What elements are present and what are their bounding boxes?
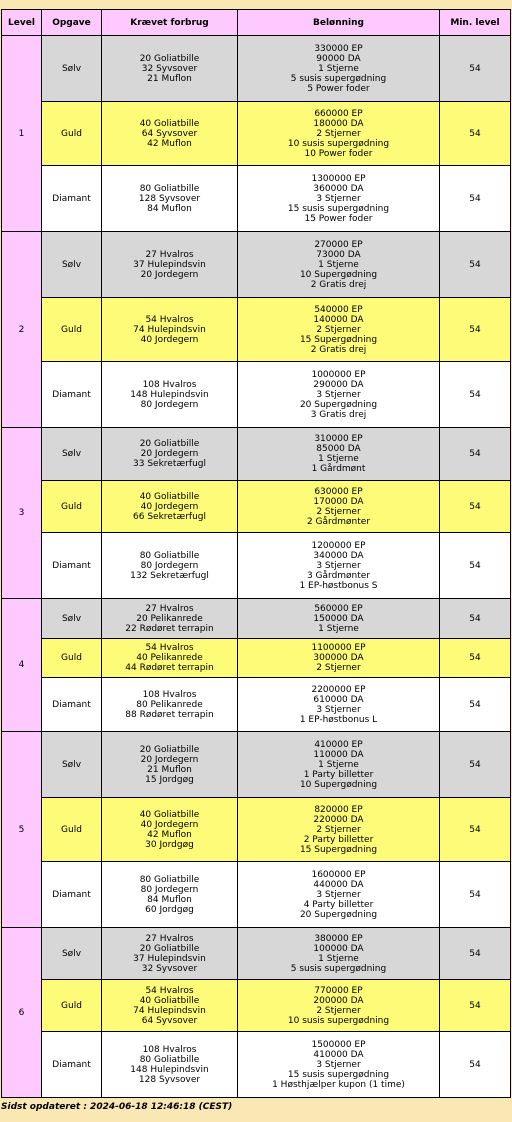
- cost-cell: 40 Goliatbille 40 Jordegern 42 Muflon 30 Jordgøg: [102, 798, 238, 862]
- min-level-cell: 54: [440, 362, 511, 428]
- task-cell: Sølv: [42, 928, 102, 980]
- table-row: [2, 481, 511, 533]
- min-level-cell: 54: [440, 639, 511, 678]
- cost-cell: 80 Goliatbille 80 Jordegern 84 Muflon 60 Jordgøg: [102, 862, 238, 928]
- min-level-cell: 54: [440, 102, 511, 166]
- task-cell: Sølv: [42, 36, 102, 102]
- task-cell: Sølv: [42, 428, 102, 481]
- level-cell: 4: [2, 599, 42, 732]
- table-row: [2, 980, 511, 1032]
- min-level-cell: 54: [440, 928, 511, 980]
- cost-cell: 54 Hvalros 40 Pelikanrede 44 Rødøret terrapin: [102, 639, 238, 678]
- min-level-cell: 54: [440, 533, 511, 599]
- table-row: [2, 36, 511, 102]
- task-cell: Diamant: [42, 362, 102, 428]
- cost-cell: 54 Hvalros 40 Goliatbille 74 Hulepindsvin 64 Syvsover: [102, 980, 238, 1032]
- table-row: [2, 166, 511, 232]
- min-level-cell: 54: [440, 732, 511, 798]
- reward-cell: 330000 EP 90000 DA 1 Stjerne 5 susis supergødning 5 Power foder: [238, 36, 440, 102]
- header-level: Level: [2, 10, 42, 36]
- level-cell: 6: [2, 928, 42, 1098]
- level-cell: 5: [2, 732, 42, 928]
- reward-cell: 630000 EP 170000 DA 2 Stjerner 2 Gårdmønter: [238, 481, 440, 533]
- level-cell: 1: [2, 36, 42, 232]
- reward-cell: 1600000 EP 440000 DA 3 Stjerner 4 Party billetter 20 Supergødning: [238, 862, 440, 928]
- reward-cell: 1200000 EP 340000 DA 3 Stjerner 3 Gårdmønter 1 EP-høstbonus S: [238, 533, 440, 599]
- cost-cell: 27 Hvalros 37 Hulepindsvin 20 Jordegern: [102, 232, 238, 298]
- min-level-cell: 54: [440, 599, 511, 639]
- reward-cell: 560000 EP 150000 DA 1 Stjerne: [238, 599, 440, 639]
- task-cell: Sølv: [42, 599, 102, 639]
- table-row: [2, 599, 511, 639]
- table-row: [2, 232, 511, 298]
- task-cell: Diamant: [42, 862, 102, 928]
- table-row: [2, 102, 511, 166]
- header-cost: Krævet forbrug: [102, 10, 238, 36]
- min-level-cell: 54: [440, 481, 511, 533]
- table-row: [2, 732, 511, 798]
- header-min-level: Min. level: [440, 10, 511, 36]
- header-row: [2, 10, 511, 36]
- min-level-cell: 54: [440, 678, 511, 732]
- table-row: [2, 428, 511, 481]
- cost-cell: 27 Hvalros 20 Pelikanrede 22 Rødøret terrapin: [102, 599, 238, 639]
- table-row: [2, 1032, 511, 1098]
- min-level-cell: 54: [440, 36, 511, 102]
- reward-cell: 1300000 EP 360000 DA 3 Stjerner 15 susis supergødning 15 Power foder: [238, 166, 440, 232]
- task-cell: Diamant: [42, 166, 102, 232]
- task-cell: Guld: [42, 481, 102, 533]
- table-row: [2, 533, 511, 599]
- min-level-cell: 54: [440, 166, 511, 232]
- min-level-cell: 54: [440, 980, 511, 1032]
- reward-cell: 310000 EP 85000 DA 1 Stjerne 1 Gårdmønt: [238, 428, 440, 481]
- cost-cell: 108 Hvalros 80 Goliatbille 148 Hulepindsvin 128 Syvsover: [102, 1032, 238, 1098]
- min-level-cell: 54: [440, 1032, 511, 1098]
- cost-cell: 20 Goliatbille 20 Jordegern 21 Muflon 15 Jordgøg: [102, 732, 238, 798]
- reward-cell: 270000 EP 73000 DA 1 Stjerne 10 Supergødning 2 Gratis drej: [238, 232, 440, 298]
- task-cell: Guld: [42, 798, 102, 862]
- task-cell: Sølv: [42, 232, 102, 298]
- table-row: [2, 639, 511, 678]
- task-cell: Diamant: [42, 1032, 102, 1098]
- table-row: [2, 298, 511, 362]
- task-cell: Diamant: [42, 678, 102, 732]
- reward-cell: 660000 EP 180000 DA 2 Stjerner 10 susis supergødning 10 Power foder: [238, 102, 440, 166]
- task-cell: Sølv: [42, 732, 102, 798]
- reward-cell: 820000 EP 220000 DA 2 Stjerner 2 Party billetter 15 Supergødning: [238, 798, 440, 862]
- task-cell: Guld: [42, 639, 102, 678]
- reward-cell: 380000 EP 100000 DA 1 Stjerne 5 susis supergødning: [238, 928, 440, 980]
- task-cell: Guld: [42, 102, 102, 166]
- min-level-cell: 54: [440, 798, 511, 862]
- cost-cell: 108 Hvalros 80 Pelikanrede 88 Rødøret terrapin: [102, 678, 238, 732]
- task-cell: Guld: [42, 298, 102, 362]
- cost-cell: 27 Hvalros 20 Goliatbille 37 Hulepindsvin 32 Syvsover: [102, 928, 238, 980]
- cost-cell: 80 Goliatbille 80 Jordegern 132 Sekretærfugl: [102, 533, 238, 599]
- table-row: [2, 798, 511, 862]
- last-updated: Sidst opdateret : 2024-06-18 12:46:18 (CEST): [1, 1102, 233, 1112]
- cost-cell: 80 Goliatbille 128 Syvsover 84 Muflon: [102, 166, 238, 232]
- header-reward: Belønning: [238, 10, 440, 36]
- reward-cell: 1000000 EP 290000 DA 3 Stjerner 20 Supergødning 3 Gratis drej: [238, 362, 440, 428]
- reward-cell: 410000 EP 110000 DA 1 Stjerne 1 Party billetter 10 Supergødning: [238, 732, 440, 798]
- reward-cell: 770000 EP 200000 DA 2 Stjerner 10 susis supergødning: [238, 980, 440, 1032]
- table-row: [2, 362, 511, 428]
- min-level-cell: 54: [440, 862, 511, 928]
- level-cell: 2: [2, 232, 42, 428]
- min-level-cell: 54: [440, 232, 511, 298]
- cost-cell: 108 Hvalros 148 Hulepindsvin 80 Jordegern: [102, 362, 238, 428]
- cost-cell: 20 Goliatbille 32 Syvsover 21 Muflon: [102, 36, 238, 102]
- rewards-table: [1, 9, 511, 1098]
- reward-cell: 1100000 EP 300000 DA 2 Stjerner: [238, 639, 440, 678]
- task-cell: Diamant: [42, 533, 102, 599]
- table-row: [2, 862, 511, 928]
- cost-cell: 20 Goliatbille 20 Jordegern 33 Sekretærfugl: [102, 428, 238, 481]
- reward-cell: 2200000 EP 610000 DA 3 Stjerner 1 EP-høstbonus L: [238, 678, 440, 732]
- header-task: Opgave: [42, 10, 102, 36]
- level-cell: 3: [2, 428, 42, 599]
- min-level-cell: 54: [440, 298, 511, 362]
- reward-cell: 540000 EP 140000 DA 2 Stjerner 15 Supergødning 2 Gratis drej: [238, 298, 440, 362]
- table-row: [2, 928, 511, 980]
- reward-cell: 1500000 EP 410000 DA 3 Stjerner 15 susis supergødning 1 Høsthjælper kupon (1 time): [238, 1032, 440, 1098]
- cost-cell: 40 Goliatbille 40 Jordegern 66 Sekretærfugl: [102, 481, 238, 533]
- cost-cell: 40 Goliatbille 64 Syvsover 42 Muflon: [102, 102, 238, 166]
- cost-cell: 54 Hvalros 74 Hulepindsvin 40 Jordegern: [102, 298, 238, 362]
- task-cell: Guld: [42, 980, 102, 1032]
- min-level-cell: 54: [440, 428, 511, 481]
- table-row: [2, 678, 511, 732]
